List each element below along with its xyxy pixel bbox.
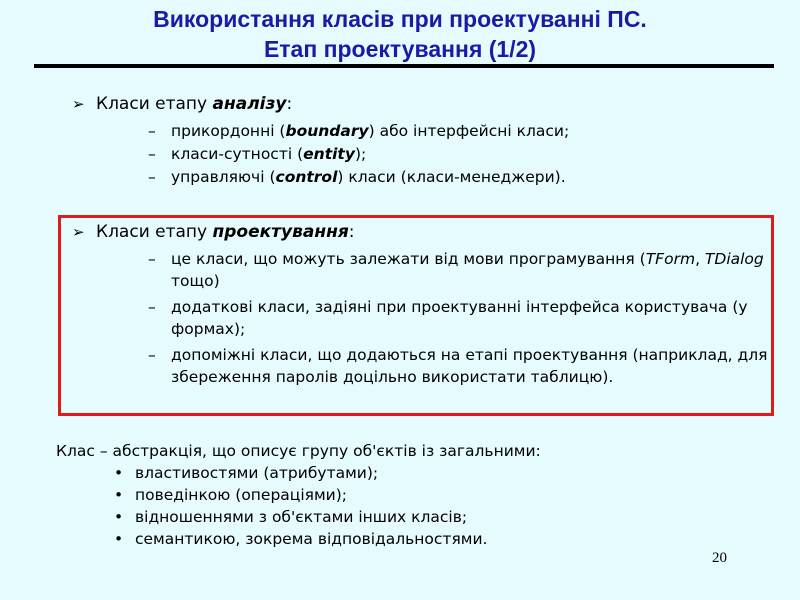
design-heading-suffix: : — [348, 222, 355, 242]
analysis-heading-emphasis: аналізу — [212, 94, 287, 114]
analysis-heading-suffix: : — [286, 94, 293, 114]
list-item — [72, 248, 771, 292]
list-item — [56, 506, 541, 528]
arrow-bullet-icon: ➢ — [72, 223, 85, 241]
arrow-bullet-icon: ➢ — [72, 95, 85, 113]
design-list — [72, 248, 771, 388]
item-text: , — [695, 250, 705, 268]
item-emphasis: entity — [303, 145, 355, 163]
list-item — [72, 344, 771, 388]
list-item — [56, 484, 541, 506]
item-text: властивостями (атрибутами); — [135, 464, 379, 482]
item-text: додаткові класи, задіяні при проектуванні інтерфейса користувача (у формах); — [171, 298, 748, 338]
item-text: ) класи (класи-менеджери). — [337, 168, 566, 186]
list-item — [72, 143, 569, 166]
list-item — [72, 296, 771, 340]
list-item — [72, 166, 569, 189]
item-text: ) або інтерфейсні класи; — [368, 122, 570, 140]
list-item — [56, 528, 541, 550]
item-text: семантикою, зокрема відповідальностями. — [135, 530, 488, 548]
definition-list — [56, 462, 541, 550]
slide-title-line1: Використання класів при проектуванні ПС. — [153, 6, 647, 32]
item-text: ); — [354, 145, 367, 163]
design-heading — [72, 220, 771, 244]
item-emphasis: TForm — [645, 250, 696, 268]
item-text: допоміжні класи, що додаються на етапі проектування (наприклад, для збереження паролів доцільно використати таблицю). — [171, 346, 768, 386]
class-definition — [56, 440, 541, 550]
analysis-heading — [72, 92, 569, 116]
design-heading-emphasis: проектування — [212, 222, 349, 242]
definition-text: Клас – абстракція, що описує групу об'єктів із загальними: — [56, 442, 541, 460]
item-text: управляючі ( — [171, 168, 276, 186]
bullet-dot: • — [114, 464, 124, 482]
dash-bullet: – — [148, 145, 156, 163]
design-section — [72, 220, 771, 392]
item-emphasis: TDialog — [704, 250, 764, 268]
design-heading-prefix: Класи етапу — [96, 222, 213, 242]
item-emphasis: boundary — [285, 122, 369, 140]
title-divider — [34, 64, 774, 68]
bullet-dot: • — [114, 508, 124, 526]
item-text: поведінкою (операціями); — [135, 486, 348, 504]
slide-title — [0, 4, 800, 64]
dash-bullet: – — [148, 122, 156, 140]
dash-bullet: – — [148, 168, 156, 186]
dash-bullet: – — [148, 298, 156, 316]
bullet-dot: • — [114, 530, 124, 548]
item-text: прикордонні ( — [171, 122, 286, 140]
page-number: 20 — [712, 550, 727, 566]
item-emphasis: control — [275, 168, 338, 186]
analysis-section — [72, 92, 569, 189]
list-item — [72, 120, 569, 143]
item-text: тощо) — [171, 272, 220, 290]
item-text: відношеннями з об'єктами інших класів; — [135, 508, 468, 526]
dash-bullet: – — [148, 250, 156, 268]
slide-title-line2: Етап проектування (1/2) — [263, 36, 537, 62]
analysis-heading-prefix: Класи етапу — [96, 94, 213, 114]
list-item — [56, 462, 541, 484]
dash-bullet: – — [148, 346, 156, 364]
item-text: це класи, що можуть залежати від мови програмування ( — [171, 250, 646, 268]
analysis-list — [72, 120, 569, 189]
item-text: класи-сутності ( — [171, 145, 304, 163]
bullet-dot: • — [114, 486, 124, 504]
